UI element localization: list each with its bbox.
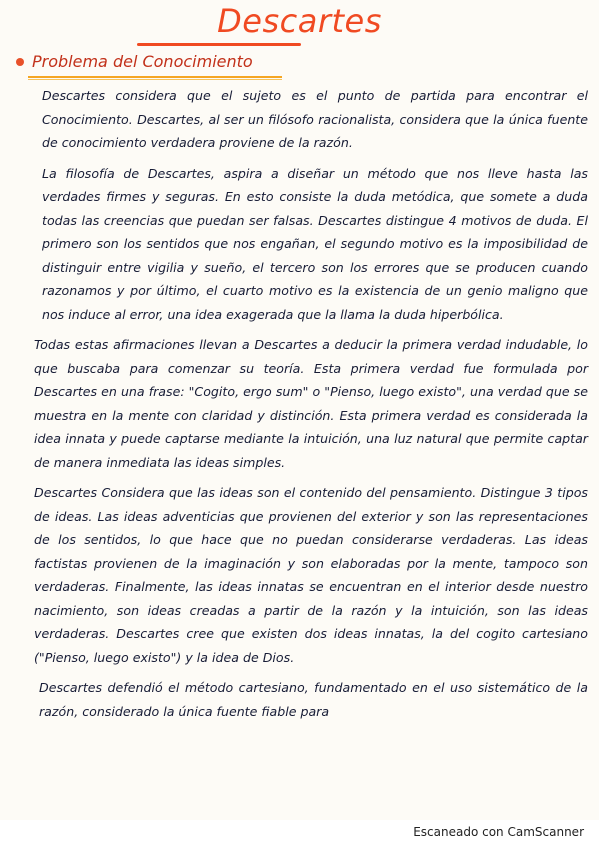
paragraph-1: Descartes considera que el sujeto es el punto de partida para encontrar el Conocimiento. Descartes, al ser un filósofo racionalista, considera que la única fuente de conocimiento verdadera proviene de la razón. — [42, 88, 588, 150]
section-title: Problema del Conocimiento — [32, 52, 253, 71]
notes-body — [34, 84, 588, 723]
paragraph-2: La filosofía de Descartes, aspira a diseñar un método que nos lleve hasta las verdades firmes y seguras. En esto consiste la duda metódica, que somete a duda todas las creencias que puedan ser falsas. Descartes distingue 4 motivos de duda. El primero son los sentidos que nos engañan, el segundo motivo es la imposibilidad de distinguir entre vigilia y sueño, el tercero son los errores que se producen cuando razonamos y por último, el cuarto motivo es la existencia de un genio maligno que nos induce al error, una idea exagerada que la llama la duda hiperbólica. — [42, 165, 588, 322]
scanner-watermark: Escaneado con CamScanner — [413, 825, 584, 839]
paragraph-3: Todas estas afirmaciones llevan a Descartes a deducir la primera verdad indudable, lo que buscaba para comenzar su teoría. Esta primera verdad fue formulada por Descartes en una frase: "Cogito, ergo sum" o "Pienso, luego existo", una verdad que se muestra en la mente con claridad y distinción. Esta primera verdad es considerada la idea innata y puede captarse mediante la intuición, una luz natural que permite captar de manera inmediata las ideas simples. — [34, 337, 588, 470]
paragraph-5: Descartes defendió el método cartesiano, fundamentado en el uso sistemático de la razón, considerado la única fuente fiable para — [39, 680, 588, 719]
bullet-icon — [16, 58, 24, 66]
title-underline — [137, 43, 301, 46]
section-underline — [28, 76, 282, 78]
section-underline-secondary — [28, 79, 282, 80]
paragraph-4: Descartes Considera que las ideas son el contenido del pensamiento. Distingue 3 tipos de ideas. Las ideas adventicias que provienen del exterior y son las representaciones de los sentidos, lo que hace que no puedan considerarse verdaderas. Las ideas factistas provienen de la imaginación y son elaboradas por la mente, tampoco son verdaderas. Finalmente, las ideas innatas se encuentran en el interior desde nuestro nacimiento, son ideas creadas a partir de la razón y la intuición, son las ideas verdaderas. Descartes cree que existen dos ideas innatas, la del cogito cartesiano ("Pienso, luego existo") y la idea de Dios. — [34, 485, 588, 665]
section-heading — [16, 52, 253, 71]
page-title: Descartes — [217, 2, 382, 40]
